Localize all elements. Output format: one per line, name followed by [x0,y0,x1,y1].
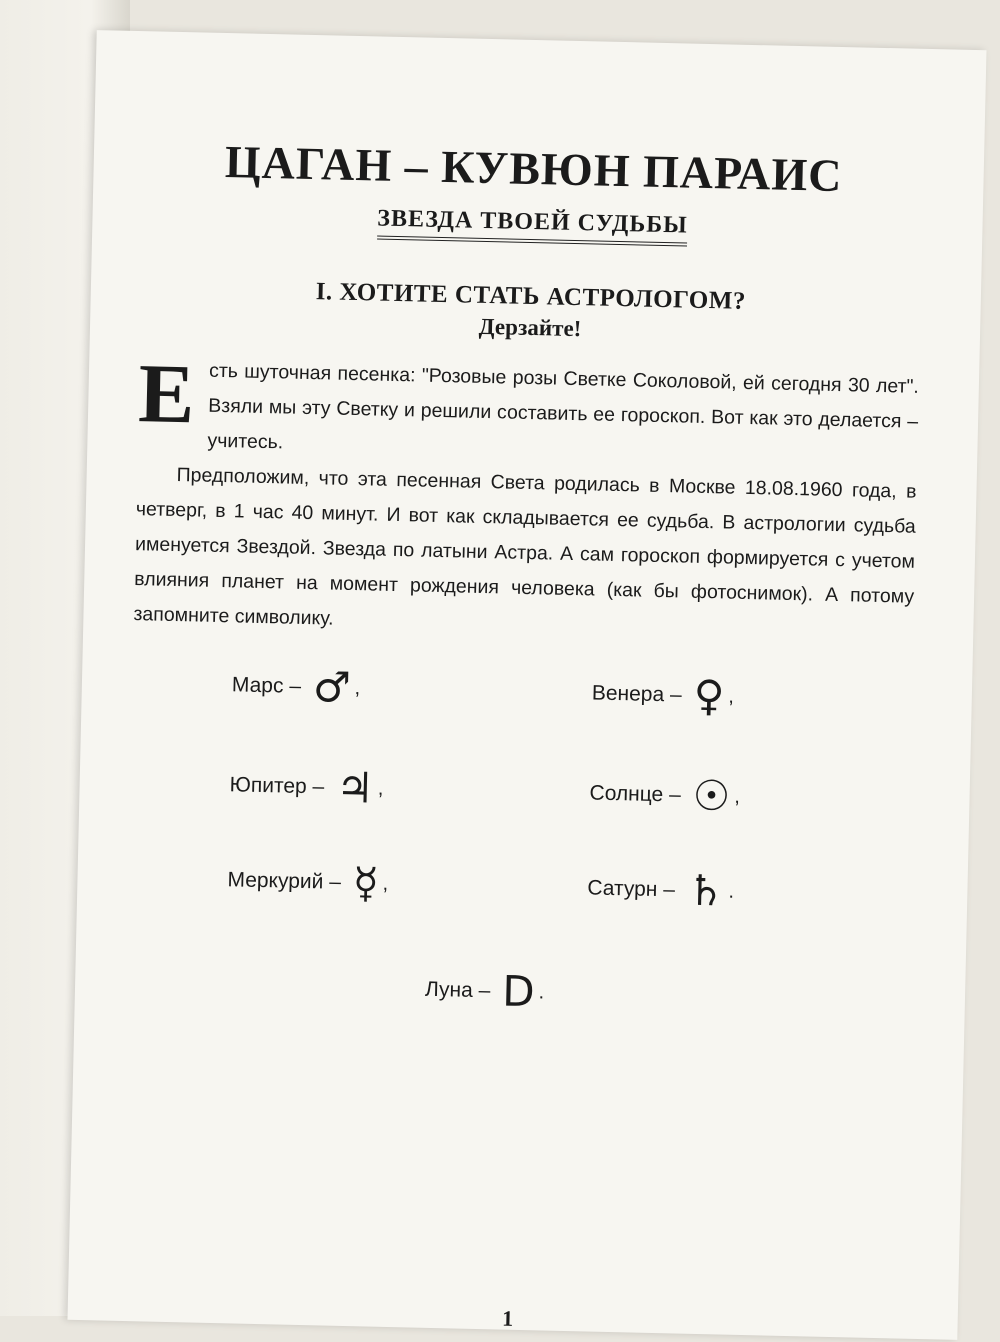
symbol-punct: , [734,785,741,808]
symbol-punct: , [354,676,361,699]
subtitle-wrap [142,200,923,252]
book-page [67,30,986,1340]
saturn-icon: ♄ [686,865,726,916]
symbol-moon [424,966,545,1017]
book-subtitle: ЗВЕЗДА ТВОЕЙ СУДЬБЫ [377,205,688,246]
symbol-jupiter [229,762,384,813]
symbol-punct: . [538,980,545,1003]
symbol-punct: , [377,777,384,800]
symbol-label: Юпитер – [229,773,325,799]
page-content [124,91,925,1331]
jupiter-icon: ♃ [335,762,375,813]
symbol-saturn [587,865,735,916]
moon-icon: D [501,966,536,1017]
symbol-punct: . [728,880,735,903]
mars-icon: ♂ [312,662,352,712]
paragraph-1-text: сть шуточная песенка: "Розовые розы Светке Соколовой, ей сегодня 30 лет". Взяли мы эту Светку и решили составить ее гороскоп. Вот как это делается – учитесь. [207,359,920,454]
planet-symbols [124,652,912,1050]
mercury-icon: ☿ [352,858,380,908]
symbol-label: Сатурн – [587,876,676,902]
symbol-label: Солнце – [589,781,682,807]
symbol-sun [589,770,741,821]
symbol-label: Марс – [231,673,302,698]
book-author-title: ЦАГАН – КУВЮН ПАРАИС [224,136,844,202]
symbol-mercury [227,858,389,908]
symbol-label: Венера – [591,681,682,707]
symbol-punct: , [382,872,389,895]
symbol-mars [231,662,361,712]
section-subtitle: Дерзайте! [478,313,582,342]
section-title: I. ХОТИТЕ СТАТЬ АСТРОЛОГОМ? [315,278,747,315]
paragraph-1 [137,347,920,475]
paragraph-2: Предположим, что эта песенная Света родилась в Москве 18.08.1960 года, в четверг, в 1 час 40 минут. И вот как складывается ее судьба. В астрологии судьба именуется Звездой. Звезда по латыни Астра. А сам гороскоп формируется с учетом влияния планет на момент рождения человека (как бы фотоснимок). А потому запомните символику. [133,464,917,630]
symbol-punct: , [728,685,735,708]
symbol-label: Меркурий – [227,868,342,894]
sun-icon: ☉ [692,770,731,821]
symbol-label: Луна – [424,977,491,1003]
page-number: 1 [501,1305,514,1331]
drop-cap: Е [137,347,196,442]
venus-icon: ♀ [693,670,725,721]
symbol-venus [591,670,735,721]
